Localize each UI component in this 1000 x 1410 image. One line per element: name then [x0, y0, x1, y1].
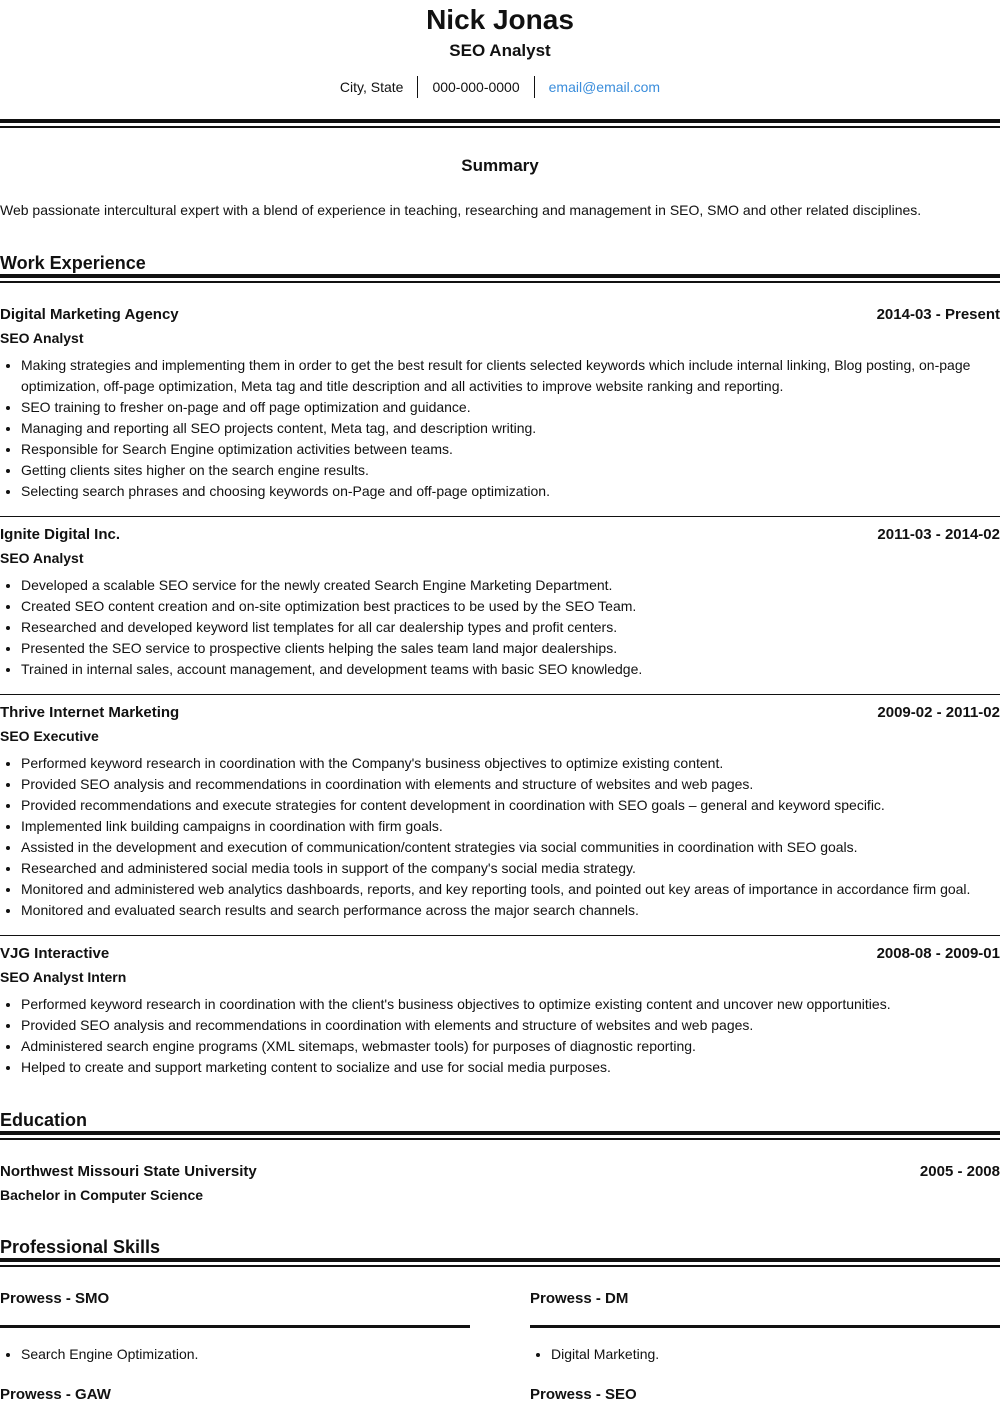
- job-dates: 2008-08 - 2009-01: [876, 945, 1000, 962]
- list-item: • Managing and reporting all SEO projects content, Meta tag, and description writing.: [21, 418, 1000, 439]
- job-role: SEO Executive: [0, 728, 99, 744]
- professional-skills-heading: Professional Skills: [0, 1237, 161, 1257]
- list-item: • Performed keyword research in coordination with the Company's business objectives to optimize existing content.: [21, 753, 1000, 774]
- contact-email-link[interactable]: email@email.com: [548, 79, 661, 95]
- skill-divider: [530, 1325, 1000, 1328]
- job-company: Ignite Digital Inc.: [0, 526, 121, 543]
- list-item: • Researched and developed keyword list templates for all car dealership types and profit centers.: [21, 617, 1000, 638]
- contact-bar: [0, 76, 1000, 98]
- job-role: SEO Analyst Intern: [0, 969, 127, 985]
- job-dates: 2011-03 - 2014-02: [877, 526, 1000, 543]
- list-item: • Assisted in the development and execution of communication/content strategies via social communities in coordination with SEO goals.: [21, 837, 1000, 858]
- list-item: • Researched and administered social media tools in support of the company's social media strategy.: [21, 858, 1000, 879]
- education-entry: [0, 1162, 1000, 1205]
- list-item: • SEO training to fresher on-page and off page optimization and guidance.: [21, 397, 1000, 418]
- job-entry: [0, 525, 1000, 680]
- list-item: • Administered search engine programs (XML sitemaps, webmaster tools) for purposes of diagnostic reporting.: [21, 1036, 1000, 1057]
- job-entry: [0, 305, 1000, 502]
- list-item: • Developed a scalable SEO service for the newly created Search Engine Marketing Department.: [21, 575, 1000, 596]
- list-item: • Trained in internal sales, account management, and development teams with basic SEO knowledge.: [21, 659, 1000, 680]
- job-role: SEO Analyst: [0, 550, 84, 566]
- job-company: VJG Interactive: [0, 945, 110, 962]
- job-entry: [0, 703, 1000, 921]
- list-item: • Digital Marketing.: [551, 1344, 1000, 1365]
- job-bullets: [0, 575, 1000, 680]
- list-item: • Responsible for Search Engine optimization activities between teams.: [21, 439, 1000, 460]
- list-item: • Getting clients sites higher on the search engine results.: [21, 460, 1000, 481]
- list-item: • Selecting search phrases and choosing keywords on-Page and off-page optimization.: [21, 481, 1000, 502]
- job-role: SEO Analyst: [0, 330, 84, 346]
- candidate-title: SEO Analyst: [449, 41, 551, 60]
- list-item: • Search Engine Optimization.: [21, 1344, 470, 1365]
- job-dates: 2014-03 - Present: [876, 306, 1000, 323]
- education-degree: Bachelor in Computer Science: [0, 1187, 204, 1203]
- job-divider: [0, 694, 1000, 695]
- skill-divider: [0, 1325, 470, 1328]
- list-item: • Making strategies and implementing them in order to get the best result for clients selected keywords which include internal linking, Blog posting, on-page optimization, off-page optimization, Meta tag and title description and all activities to improve website ranking and reporting.: [21, 355, 1000, 397]
- job-company: Thrive Internet Marketing: [0, 704, 180, 721]
- job-dates: 2009-02 - 2011-02: [877, 704, 1000, 721]
- list-item: • Presented the SEO service to prospective clients helping the sales team land major dealerships.: [21, 638, 1000, 659]
- list-item: • Provided SEO analysis and recommendations in coordination with elements and structure of websites and web pages.: [21, 774, 1000, 795]
- job-divider: [0, 516, 1000, 517]
- skill-bullets: [530, 1344, 1000, 1365]
- contact-phone: 000-000-0000: [432, 79, 520, 95]
- summary-text: Web passionate intercultural expert with a blend of experience in teaching, researching and management in SEO, SMO and other related disciplines.: [0, 202, 922, 218]
- skill-name: Prowess - SMO: [0, 1290, 110, 1307]
- job-bullets: [0, 994, 1000, 1078]
- education-heading: Education: [0, 1110, 88, 1130]
- job-entry: [0, 944, 1000, 1078]
- skill-block: [530, 1385, 1000, 1405]
- skill-block: [0, 1385, 470, 1405]
- list-item: • Monitored and administered web analytics dashboards, reports, and key reporting tools, and pointed out key areas of importance in accordance firm goal.: [21, 879, 1000, 900]
- summary-heading: Summary: [461, 156, 539, 175]
- list-item: • Performed keyword research in coordination with the client's business objectives to optimize existing content and uncover new opportunities.: [21, 994, 1000, 1015]
- list-item: • Monitored and evaluated search results and search performance across the major search channels.: [21, 900, 1000, 921]
- education-school: Northwest Missouri State University: [0, 1163, 257, 1180]
- education-divider: [0, 1131, 1000, 1140]
- job-company: Digital Marketing Agency: [0, 306, 179, 323]
- list-item: • Provided SEO analysis and recommendations in coordination with elements and structure of websites and web pages.: [21, 1015, 1000, 1036]
- list-item: • Implemented link building campaigns in coordination with firm goals.: [21, 816, 1000, 837]
- skill-name: Prowess - SEO: [530, 1386, 637, 1403]
- skill-name: Prowess - GAW: [0, 1386, 111, 1403]
- work-experience-heading: Work Experience: [0, 253, 146, 273]
- work-experience-divider: [0, 274, 1000, 283]
- list-item: • Created SEO content creation and on-site optimization best practices to be used by the SEO Team.: [21, 596, 1000, 617]
- contact-location: City, State: [339, 79, 404, 95]
- skill-block: [530, 1289, 1000, 1365]
- header-divider: [0, 119, 1000, 128]
- skill-name: Prowess - DM: [530, 1290, 629, 1307]
- job-bullets: [0, 753, 1000, 921]
- list-item: • Helped to create and support marketing content to socialize and use for social media purposes.: [21, 1057, 1000, 1078]
- list-item: • Provided recommendations and execute strategies for content development in coordination with SEO goals – general and keyword specific.: [21, 795, 1000, 816]
- education-dates: 2005 - 2008: [919, 1163, 1000, 1180]
- job-bullets: [0, 355, 1000, 502]
- skill-block: [0, 1289, 470, 1365]
- candidate-name: Nick Jonas: [426, 4, 574, 35]
- skill-bullets: [0, 1344, 470, 1365]
- skills-divider: [0, 1258, 1000, 1267]
- job-divider: [0, 935, 1000, 936]
